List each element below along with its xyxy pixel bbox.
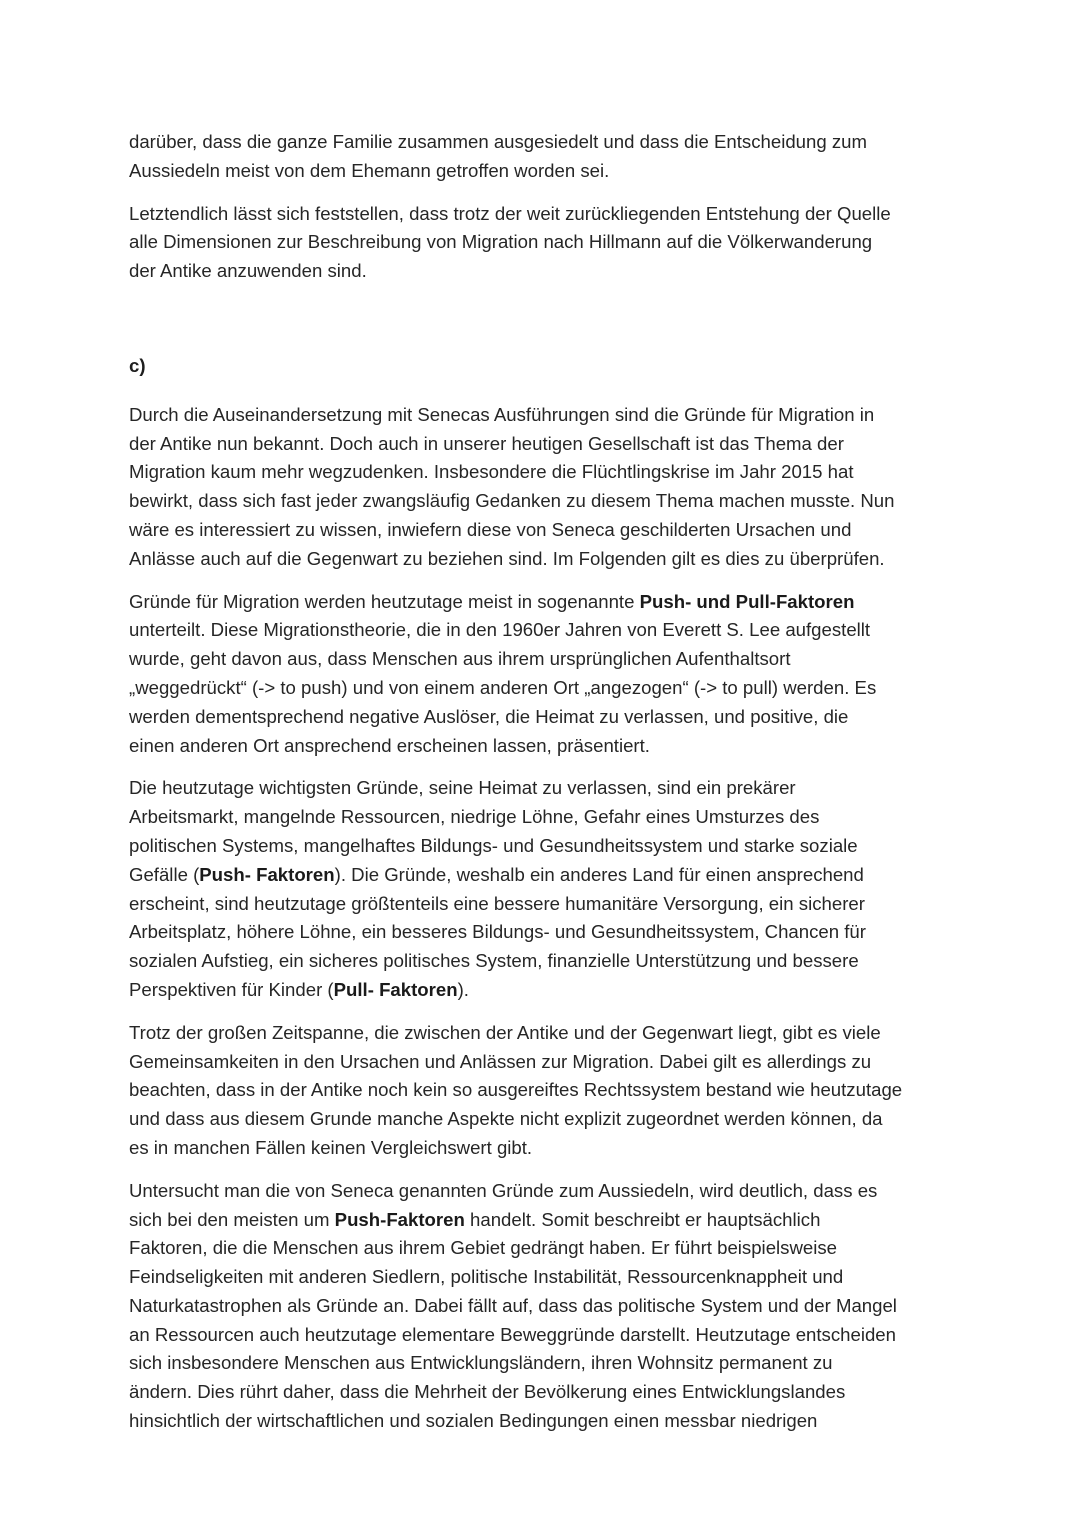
text-line: an Ressourcen auch heutzutage elementare Beweggründe darstellt. Heutzutage entscheiden [129,1323,896,1345]
text-segment: handelt. Somit beschreibt er hauptsächlich [464,1208,821,1230]
paragraph-7 [129,1177,959,1436]
text-segment: ). Die Gründe, weshalb ein anderes Land für einen ansprechend [334,863,864,885]
paragraph-6 [129,1019,959,1163]
text-line: Feindseligkeiten mit anderen Siedlern, politische Instabilität, Ressourcenknappheit und [129,1266,844,1288]
bold-term-push-pull: Push- und Pull-Faktoren [639,590,855,612]
text-line: hinsichtlich der wirtschaftlichen und sozialen Bedingungen einen messbar niedrigen [129,1410,818,1432]
text-line: beachten, dass in der Antike noch kein so ausgereiftes Rechtssystem bestand wie heutzutage [129,1079,903,1101]
text-line: wurde, geht davon aus, dass Menschen aus ihrem ursprünglichen Aufenthaltsort [129,648,791,670]
bold-term-push: Push-Faktoren [334,1208,465,1230]
text-segment: sich bei den meisten um [129,1208,335,1230]
text-line: Arbeitsplatz, höhere Löhne, ein besseres Bildungs- und Gesundheitssystem, Chancen für [129,921,866,943]
text-line: Untersucht man die von Seneca genannten Gründe zum Aussiedeln, wird deutlich, dass es [129,1179,878,1201]
text-line: der Antike nun bekannt. Doch auch in unserer heutigen Gesellschaft ist das Thema der [129,432,844,454]
text-line: der Antike anzuwenden sind. [129,260,367,282]
document-body [129,128,959,1450]
text-line: Arbeitsmarkt, mangelnde Ressourcen, niedrige Löhne, Gefahr eines Umsturzes des [129,806,820,828]
text-line: Gemeinsamkeiten in den Ursachen und Anlässen zur Migration. Dabei gilt es allerdings zu [129,1050,872,1072]
text-line: ändern. Dies rührt daher, dass die Mehrheit der Bevölkerung eines Entwicklungslandes [129,1381,846,1403]
section-heading-c [129,352,959,381]
bold-term-pull: Pull- Faktoren [333,978,458,1000]
bold-term-push: Push- Faktoren [199,863,335,885]
text-line: Anlässe auch auf die Gegenwart zu beziehen sind. Im Folgenden gilt es dies zu überprüfen. [129,547,885,569]
text-line: werden dementsprechend negative Auslöser, die Heimat zu verlassen, und positive, die [129,705,849,727]
text-line: Migration kaum mehr wegzudenken. Insbesondere die Flüchtlingskrise im Jahr 2015 hat [129,461,854,483]
text-line: Faktoren, die die Menschen aus ihrem Gebiet gedrängt haben. Er führt beispielsweise [129,1237,837,1259]
text-line: darüber, dass die ganze Familie zusammen ausgesiedelt und dass die Entscheidung zum [129,131,867,152]
text-line [129,1206,959,1235]
text-segment: Gefälle ( [129,863,200,885]
text-line: sich insbesondere Menschen aus Entwicklungsländern, ihren Wohnsitz permanent zu [129,1352,833,1374]
text-line: Trotz der großen Zeitspanne, die zwischen der Antike und der Gegenwart liegt, gibt es viele [129,1021,881,1043]
text-line: „weggedrückt“ (-> to push) und von einem anderen Ort „angezogen“ (-> to pull) werden. Es [129,676,877,698]
paragraph-5 [129,774,959,1004]
text-line: Aussiedeln meist von dem Ehemann getroffen worden sei. [129,159,610,181]
text-line: alle Dimensionen zur Beschreibung von Migration nach Hillmann auf die Völkerwanderung [129,231,873,253]
text-line: wäre es interessiert zu wissen, inwiefern diese von Seneca geschilderten Ursachen und [129,518,852,540]
text-line: unterteilt. Diese Migrationstheorie, die in den 1960er Jahren von Everett S. Lee aufgestellt [129,619,871,641]
text-line: sozialen Aufstieg, ein sicheres politisches System, finanzielle Unterstützung und bessere [129,950,859,972]
text-line [129,861,959,890]
text-line: Letztendlich lässt sich feststellen, dass trotz der weit zurückliegenden Entstehung der Quelle [129,202,891,224]
text-line: Naturkatastrophen als Gründe an. Dabei fällt auf, dass das politische System und der Mangel [129,1294,897,1316]
text-line: einen anderen Ort ansprechend erscheinen lassen, präsentiert. [129,734,650,756]
paragraph-3 [129,401,959,574]
text-segment: Perspektiven für Kinder ( [129,978,334,1000]
text-line: und dass aus diesem Grunde manche Aspekte nicht explizit zugeordnet werden können, da [129,1108,883,1130]
heading-text: c) [129,354,146,376]
text-line: politischen Systems, mangelhaftes Bildungs- und Gesundheitssystem und starke soziale [129,834,858,856]
text-line: erscheint, sind heutzutage größtenteils eine bessere humanitäre Versorgung, ein sicherer [129,892,865,914]
text-line: Durch die Auseinandersetzung mit Senecas Ausführungen sind die Gründe für Migration in [129,403,875,425]
text-segment: Gründe für Migration werden heutzutage meist in sogenannte [129,590,640,612]
text-line [129,976,959,1005]
text-line [129,588,959,617]
text-line: es in manchen Fällen keinen Vergleichswert gibt. [129,1136,533,1158]
paragraph-2 [129,200,959,286]
text-segment: ). [457,978,469,1000]
paragraph-1 [129,128,959,186]
paragraph-4 [129,588,959,761]
text-line: bewirkt, dass sich fast jeder zwangsläufig Gedanken zu diesem Thema machen musste. Nun [129,490,895,512]
text-line: Die heutzutage wichtigsten Gründe, seine Heimat zu verlassen, sind ein prekärer [129,777,796,799]
